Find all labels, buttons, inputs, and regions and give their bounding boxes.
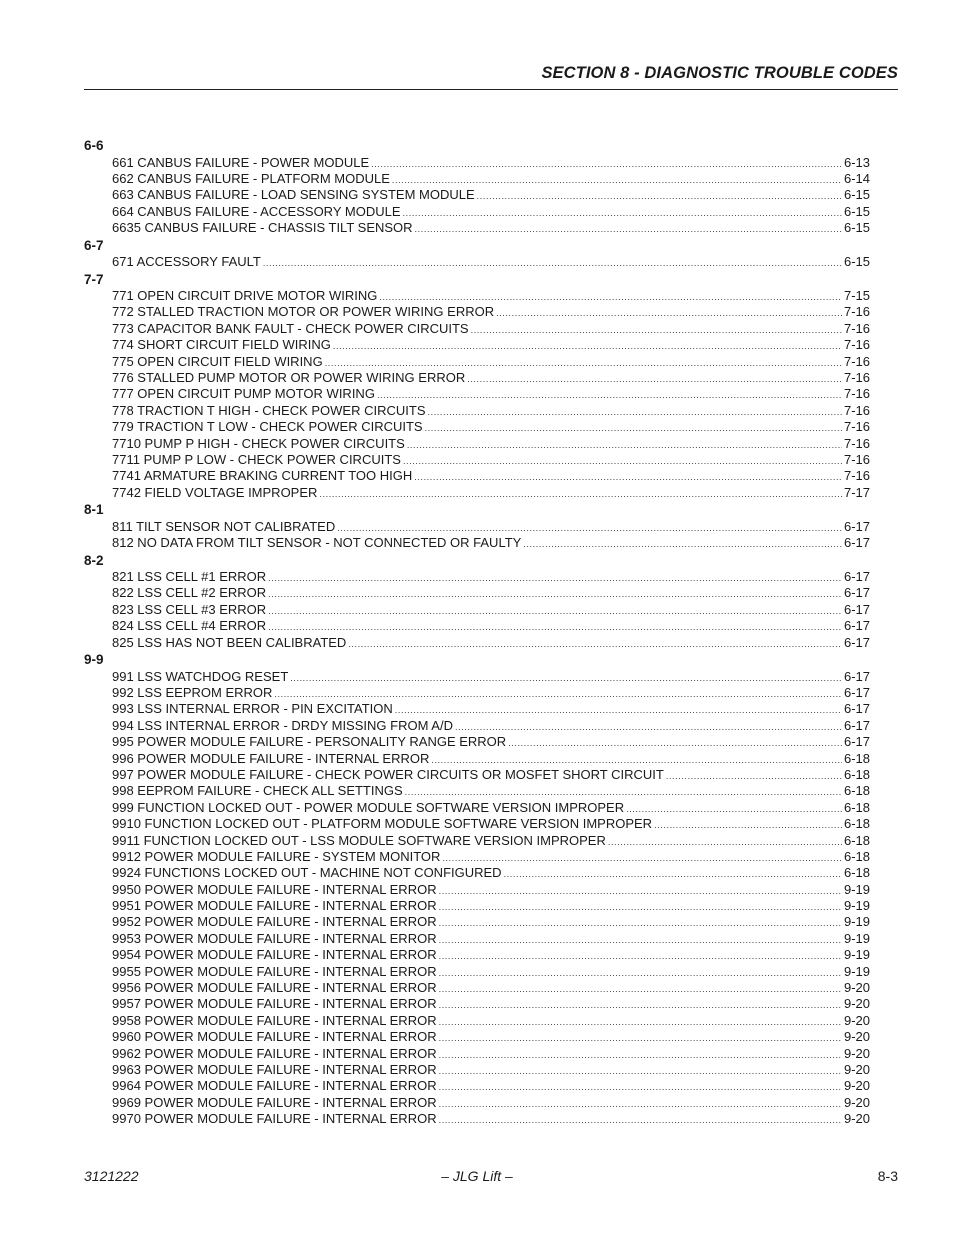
index-entry [84, 304, 870, 320]
entry-title: 824 LSS CELL #4 ERROR [112, 618, 267, 634]
dot-leader [439, 915, 842, 931]
index-entry [84, 783, 870, 799]
dot-leader [392, 172, 842, 188]
entry-title: 777 OPEN CIRCUIT PUMP MOTOR WIRING [112, 386, 375, 402]
entry-title: 821 LSS CELL #1 ERROR [112, 569, 267, 585]
entry-page: 6-15 [843, 203, 870, 219]
entry-page: 7-16 [843, 370, 870, 386]
entry-page: 6-17 [843, 701, 870, 717]
index-entry [84, 931, 870, 947]
entry-page: 7-16 [843, 402, 870, 418]
entry-title: 774 SHORT CIRCUIT FIELD WIRING [112, 337, 331, 353]
entry-page: 6-18 [843, 766, 870, 782]
dot-leader [348, 636, 842, 652]
entry-title: 9969 POWER MODULE FAILURE - INTERNAL ERROR [112, 1094, 437, 1110]
index-entry [84, 155, 870, 171]
entry-page: 7-15 [843, 288, 870, 304]
index-entry [84, 914, 870, 930]
index-entry [84, 452, 870, 468]
index-entry [84, 816, 870, 832]
dot-leader [268, 603, 842, 619]
section-title: SECTION 8 - DIAGNOSTIC TROUBLE CODES [541, 64, 898, 82]
entry-title: 994 LSS INTERNAL ERROR - DRDY MISSING FROM A/D [112, 717, 453, 733]
index-entry [84, 947, 870, 963]
entry-page: 6-17 [843, 601, 870, 617]
dot-leader [290, 670, 842, 686]
index-entry [84, 602, 870, 618]
entry-title: 992 LSS EEPROM ERROR [112, 685, 273, 701]
index-entry [84, 485, 870, 501]
index-entry [84, 1078, 870, 1094]
index-entry [84, 964, 870, 980]
group-heading: 7-7 [84, 271, 104, 287]
entry-page: 6-15 [843, 220, 870, 236]
entry-page: 9-19 [843, 898, 870, 914]
dot-leader [405, 784, 842, 800]
index-entry [84, 701, 870, 717]
entry-page: 9-20 [843, 1029, 870, 1045]
entry-page: 7-16 [843, 419, 870, 435]
entry-page: 9-20 [843, 980, 870, 996]
entry-page: 6-17 [843, 634, 870, 650]
dot-leader [471, 322, 842, 338]
dot-leader [425, 420, 842, 436]
dot-leader [504, 866, 842, 882]
index-entry [84, 569, 870, 585]
dot-leader [654, 817, 842, 833]
index-entry [84, 800, 870, 816]
entry-title: 991 LSS WATCHDOG RESET [112, 668, 289, 684]
entry-page: 6-18 [843, 865, 870, 881]
entry-page: 6-18 [843, 832, 870, 848]
dot-leader [395, 702, 842, 718]
dot-leader [439, 1079, 842, 1095]
entry-page: 9-20 [843, 1045, 870, 1061]
entry-title: 997 POWER MODULE FAILURE - CHECK POWER CIRCUITS OR MOSFET SHORT CIRCUIT [112, 766, 664, 782]
dot-leader [274, 686, 842, 702]
index-entry [84, 436, 870, 452]
entry-title: 9954 POWER MODULE FAILURE - INTERNAL ERROR [112, 947, 437, 963]
index-entry [84, 288, 870, 304]
index-entry [84, 321, 870, 337]
entry-page: 6-17 [843, 668, 870, 684]
dot-leader [263, 255, 842, 271]
entry-title: 7742 FIELD VOLTAGE IMPROPER [112, 484, 318, 500]
entry-title: 823 LSS CELL #3 ERROR [112, 601, 267, 617]
index-entry [84, 669, 870, 685]
entry-title: 812 NO DATA FROM TILT SENSOR - NOT CONNECTED OR FAULTY [112, 535, 522, 551]
dot-leader [439, 899, 842, 915]
dot-leader [268, 586, 842, 602]
entry-page: 7-16 [843, 386, 870, 402]
index-entry [84, 386, 870, 402]
index-entry [84, 882, 870, 898]
entry-title: 9953 POWER MODULE FAILURE - INTERNAL ERROR [112, 930, 437, 946]
entry-title: 7710 PUMP P HIGH - CHECK POWER CIRCUITS [112, 435, 405, 451]
index-entry [84, 204, 870, 220]
group-heading: 8-2 [84, 552, 104, 568]
index-entry [84, 1046, 870, 1062]
index-entry [84, 370, 870, 386]
dot-leader [442, 850, 842, 866]
entry-title: 999 FUNCTION LOCKED OUT - POWER MODULE SOFTWARE VERSION IMPROPER [112, 799, 625, 815]
index-entry [84, 220, 870, 236]
dot-leader [439, 932, 842, 948]
entry-page: 7-16 [843, 451, 870, 467]
entry-page: 6-15 [843, 254, 870, 270]
trouble-code-index [84, 137, 870, 1128]
entry-page: 6-18 [843, 816, 870, 832]
index-entry [84, 535, 870, 551]
dot-leader [608, 834, 842, 850]
dot-leader [407, 437, 842, 453]
entry-page: 6-13 [843, 154, 870, 170]
footer-brand: – JLG Lift – [441, 1168, 513, 1184]
entry-page: 6-14 [843, 170, 870, 186]
index-entry [84, 898, 870, 914]
dot-leader [431, 752, 842, 768]
header-divider [84, 89, 898, 90]
dot-leader [508, 735, 842, 751]
group-heading: 6-6 [84, 138, 104, 154]
dot-leader [337, 520, 842, 536]
index-entry [84, 865, 870, 881]
dot-leader [496, 305, 842, 321]
dot-leader [439, 1014, 842, 1030]
dot-leader [455, 719, 842, 735]
dot-leader [268, 619, 842, 635]
index-entry [84, 685, 870, 701]
dot-leader [439, 948, 842, 964]
entry-title: 9924 FUNCTIONS LOCKED OUT - MACHINE NOT CONFIGURED [112, 865, 502, 881]
dot-leader [467, 371, 842, 387]
entry-page: 7-16 [843, 435, 870, 451]
index-entry [84, 833, 870, 849]
entry-title: 9950 POWER MODULE FAILURE - INTERNAL ERROR [112, 881, 437, 897]
entry-page: 6-17 [843, 535, 870, 551]
index-entry [84, 1095, 870, 1111]
index-entry [84, 1111, 870, 1127]
document-number: 3121222 [84, 1168, 139, 1184]
entry-title: 772 STALLED TRACTION MOTOR OR POWER WIRING ERROR [112, 304, 495, 320]
entry-title: 9952 POWER MODULE FAILURE - INTERNAL ERROR [112, 914, 437, 930]
entry-title: 773 CAPACITOR BANK FAULT - CHECK POWER CIRCUITS [112, 320, 469, 336]
index-entry [84, 1013, 870, 1029]
dot-leader [371, 156, 842, 172]
entry-page: 6-18 [843, 783, 870, 799]
entry-title: 778 TRACTION T HIGH - CHECK POWER CIRCUITS [112, 402, 426, 418]
entry-page: 9-19 [843, 881, 870, 897]
entry-title: 664 CANBUS FAILURE - ACCESSORY MODULE [112, 203, 401, 219]
entry-page: 7-16 [843, 320, 870, 336]
index-entry [84, 419, 870, 435]
entry-page: 9-20 [843, 1094, 870, 1110]
entry-title: 822 LSS CELL #2 ERROR [112, 585, 267, 601]
entry-title: 7741 ARMATURE BRAKING CURRENT TOO HIGH [112, 468, 413, 484]
dot-leader [379, 289, 842, 305]
entry-title: 996 POWER MODULE FAILURE - INTERNAL ERROR [112, 750, 430, 766]
entry-title: 9962 POWER MODULE FAILURE - INTERNAL ERROR [112, 1045, 437, 1061]
group-heading: 6-7 [84, 237, 104, 253]
entry-title: 825 LSS HAS NOT BEEN CALIBRATED [112, 634, 347, 650]
index-entry [84, 1062, 870, 1078]
entry-page: 6-17 [843, 569, 870, 585]
index-entry [84, 403, 870, 419]
entry-page: 6-17 [843, 717, 870, 733]
entry-page: 6-18 [843, 750, 870, 766]
dot-leader [439, 981, 842, 997]
dot-leader [325, 355, 842, 371]
dot-leader [414, 469, 842, 485]
entry-title: 9957 POWER MODULE FAILURE - INTERNAL ERROR [112, 996, 437, 1012]
group-heading: 8-1 [84, 502, 104, 518]
index-entry [84, 354, 870, 370]
entry-page: 6-17 [843, 585, 870, 601]
page-number: 8-3 [877, 1168, 898, 1184]
entry-page: 6-18 [843, 848, 870, 864]
dot-leader [439, 1096, 842, 1112]
entry-title: 662 CANBUS FAILURE - PLATFORM MODULE [112, 170, 390, 186]
dot-leader [428, 404, 842, 420]
dot-leader [439, 1063, 842, 1079]
index-entry [84, 767, 870, 783]
entry-title: 995 POWER MODULE FAILURE - PERSONALITY RANGE ERROR [112, 734, 507, 750]
index-entry [84, 849, 870, 865]
entry-page: 7-16 [843, 353, 870, 369]
entry-title: 779 TRACTION T LOW - CHECK POWER CIRCUITS [112, 419, 423, 435]
entry-page: 9-19 [843, 914, 870, 930]
entry-page: 9-20 [843, 1012, 870, 1028]
dot-leader [439, 1112, 842, 1128]
entry-title: 9960 POWER MODULE FAILURE - INTERNAL ERROR [112, 1029, 437, 1045]
entry-page: 9-20 [843, 996, 870, 1012]
entry-page: 9-20 [843, 1078, 870, 1094]
entry-page: 6-17 [843, 685, 870, 701]
dot-leader [268, 570, 842, 586]
index-entry [84, 980, 870, 996]
dot-leader [523, 536, 842, 552]
index-entry [84, 337, 870, 353]
entry-page: 7-16 [843, 337, 870, 353]
entry-page: 9-19 [843, 930, 870, 946]
entry-page: 9-19 [843, 963, 870, 979]
entry-page: 6-18 [843, 799, 870, 815]
entry-page: 6-17 [843, 734, 870, 750]
index-entry [84, 519, 870, 535]
entry-title: 9970 POWER MODULE FAILURE - INTERNAL ERROR [112, 1111, 437, 1127]
index-entry [84, 751, 870, 767]
index-entry [84, 468, 870, 484]
index-entry [84, 734, 870, 750]
entry-page: 6-17 [843, 518, 870, 534]
entry-page: 7-16 [843, 468, 870, 484]
index-entry [84, 635, 870, 651]
entry-title: 998 EEPROM FAILURE - CHECK ALL SETTINGS [112, 783, 403, 799]
entry-title: 9964 POWER MODULE FAILURE - INTERNAL ERROR [112, 1078, 437, 1094]
entry-title: 9963 POWER MODULE FAILURE - INTERNAL ERROR [112, 1062, 437, 1077]
dot-leader [333, 338, 842, 354]
dot-leader [439, 997, 842, 1013]
entry-title: 9955 POWER MODULE FAILURE - INTERNAL ERROR [112, 963, 437, 979]
entry-page: 6-17 [843, 618, 870, 634]
index-entry [84, 996, 870, 1012]
entry-title: 9956 POWER MODULE FAILURE - INTERNAL ERROR [112, 980, 437, 996]
entry-title: 9910 FUNCTION LOCKED OUT - PLATFORM MODULE SOFTWARE VERSION IMPROPER [112, 816, 653, 832]
entry-title: 993 LSS INTERNAL ERROR - PIN EXCITATION [112, 701, 393, 717]
entry-title: 7711 PUMP P LOW - CHECK POWER CIRCUITS [112, 451, 401, 467]
dot-leader [403, 205, 842, 221]
dot-leader [439, 1047, 842, 1063]
entry-title: 6635 CANBUS FAILURE - CHASSIS TILT SENSOR [112, 220, 413, 236]
dot-leader [377, 387, 842, 403]
entry-title: 671 ACCESSORY FAULT [112, 254, 261, 270]
entry-title: 776 STALLED PUMP MOTOR OR POWER WIRING ERROR [112, 370, 466, 386]
entry-title: 9951 POWER MODULE FAILURE - INTERNAL ERROR [112, 898, 437, 914]
entry-title: 663 CANBUS FAILURE - LOAD SENSING SYSTEM MODULE [112, 187, 475, 203]
entry-page: 7-17 [843, 484, 870, 500]
entry-page: 9-20 [843, 1111, 870, 1127]
index-entry [84, 254, 870, 270]
dot-leader [415, 221, 842, 237]
entry-title: 9911 FUNCTION LOCKED OUT - LSS MODULE SOFTWARE VERSION IMPROPER [112, 832, 606, 848]
index-entry [84, 187, 870, 203]
dot-leader [319, 486, 842, 502]
entry-title: 811 TILT SENSOR NOT CALIBRATED [112, 518, 336, 534]
entry-page: 9-19 [843, 947, 870, 963]
entry-title: 9958 POWER MODULE FAILURE - INTERNAL ERROR [112, 1012, 437, 1028]
dot-leader [403, 453, 842, 469]
entry-title: 9912 POWER MODULE FAILURE - SYSTEM MONITOR [112, 848, 441, 864]
dot-leader [626, 801, 842, 817]
index-entry [84, 585, 870, 601]
entry-page: 7-16 [843, 304, 870, 320]
dot-leader [477, 188, 842, 204]
dot-leader [439, 965, 842, 981]
index-entry [84, 1029, 870, 1045]
entry-title: 771 OPEN CIRCUIT DRIVE MOTOR WIRING [112, 288, 378, 304]
entry-title: 661 CANBUS FAILURE - POWER MODULE [112, 154, 370, 170]
group-heading: 9-9 [84, 652, 104, 668]
entry-page: 9-20 [843, 1062, 870, 1077]
dot-leader [439, 883, 842, 899]
index-entry [84, 171, 870, 187]
index-entry [84, 718, 870, 734]
index-entry [84, 618, 870, 634]
dot-leader [439, 1030, 842, 1046]
entry-title: 775 OPEN CIRCUIT FIELD WIRING [112, 353, 323, 369]
dot-leader [666, 768, 842, 784]
entry-page: 6-15 [843, 187, 870, 203]
